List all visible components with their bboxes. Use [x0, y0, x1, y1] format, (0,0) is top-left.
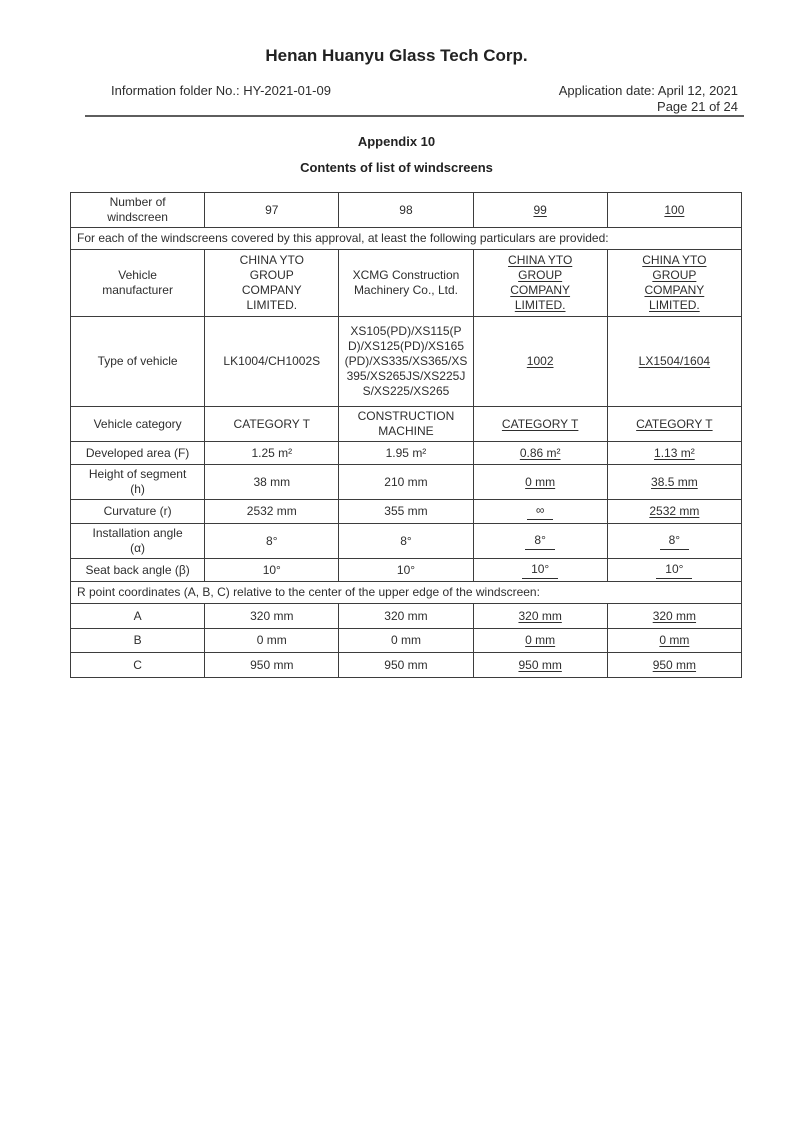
document-subtitle: Contents of list of windscreens — [300, 160, 493, 175]
cell-value — [607, 524, 741, 559]
row-label — [71, 193, 205, 228]
cell-text: 0 mm — [525, 633, 556, 647]
table-row-developed-area — [71, 442, 742, 465]
cell-value — [473, 465, 607, 500]
table-row-rpoint-note — [71, 582, 742, 604]
table-row-vehicle-manufacturer — [71, 250, 742, 317]
cell-value — [473, 604, 607, 629]
cell-windscreen-97: 97 — [205, 193, 339, 228]
cell-value — [473, 500, 607, 524]
cell-text: 950 mm — [518, 657, 562, 672]
cell-value — [473, 442, 607, 465]
cell-value — [607, 653, 741, 678]
table-row-coordinate-b — [71, 629, 742, 653]
info-folder-number: Information folder No.: HY-2021-01-09 — [111, 83, 331, 98]
table-row-installation-angle — [71, 524, 742, 559]
cell-text: 1.13 m² — [654, 445, 695, 460]
cell-text: 0 mm — [525, 474, 556, 489]
cell-value: 0 mm — [205, 629, 339, 653]
cell-value: 8° — [339, 524, 473, 559]
cell-value: 10° — [339, 559, 473, 582]
table-row-type-of-vehicle — [71, 317, 742, 407]
cell-value: 950 mm — [205, 653, 339, 678]
cell-text: CHINA YTO GROUP COMPANY LIMITED. — [642, 253, 707, 312]
document-meta — [0, 83, 793, 114]
row-label-text: Installation angle (α) — [92, 526, 183, 555]
table-row-vehicle-category — [71, 407, 742, 442]
cell-value: 10° — [205, 559, 339, 582]
cell-value — [607, 317, 741, 407]
cell-value: 8° — [205, 524, 339, 559]
table-row-coordinate-c — [71, 653, 742, 678]
cell-text: CATEGORY T — [501, 416, 579, 431]
row-label: Curvature (r) — [71, 500, 205, 524]
row-label-text: Number of windscreen — [107, 195, 168, 224]
cell-text: 2532 mm — [649, 504, 700, 518]
row-label: C — [71, 653, 205, 678]
cell-value: CATEGORY T — [205, 407, 339, 442]
company-title: Henan Huanyu Glass Tech Corp. — [265, 46, 528, 65]
table-row-number-of-windscreen — [71, 193, 742, 228]
cell-value: XCMG Construction Machinery Co., Ltd. — [339, 250, 473, 317]
table-row-height-of-segment — [71, 465, 742, 500]
cell-value: CONSTRUCTION MACHINE — [339, 407, 473, 442]
application-date: Application date: April 12, 2021 — [558, 83, 738, 98]
cell-value: 355 mm — [339, 500, 473, 524]
cell-value: 1.95 m² — [339, 442, 473, 465]
cell-text: CATEGORY T — [636, 416, 713, 431]
row-label: Type of vehicle — [71, 317, 205, 407]
row-label: Developed area (F) — [71, 442, 205, 465]
table-row-seat-back-angle — [71, 559, 742, 582]
appendix-title: Appendix 10 — [357, 134, 436, 149]
cell-value: 210 mm — [339, 465, 473, 500]
cell-value — [607, 500, 741, 524]
cell-value — [473, 559, 607, 582]
cell-value: 0 mm — [339, 629, 473, 653]
cell-text: 8° — [660, 533, 689, 550]
row-label — [71, 524, 205, 559]
cell-value: 950 mm — [339, 653, 473, 678]
cell-text: 0 mm — [659, 633, 690, 647]
cell-value — [473, 524, 607, 559]
cell-value — [607, 250, 741, 317]
cell-windscreen-100 — [607, 193, 741, 228]
cell-value: 1.25 m² — [205, 442, 339, 465]
cell-value — [205, 250, 339, 317]
cell-text: 0.86 m² — [519, 445, 561, 460]
cell-value — [607, 407, 741, 442]
cell-text: 38.5 mm — [651, 474, 698, 489]
row-label — [71, 465, 205, 500]
table-row-coordinate-a — [71, 604, 742, 629]
cell-value — [473, 407, 607, 442]
meta-right-block — [559, 83, 738, 114]
header-divider — [85, 115, 744, 117]
cell-text: 320 mm — [518, 608, 562, 623]
cell-value: 100 — [664, 202, 685, 217]
cell-value: 320 mm — [205, 604, 339, 629]
cell-value — [607, 442, 741, 465]
cell-text: 320 mm — [652, 608, 697, 623]
row-label-text: Height of segment (h) — [88, 467, 187, 496]
cell-value — [607, 629, 741, 653]
cell-text: CHINA YTO GROUP COMPANY LIMITED. — [508, 253, 573, 312]
cell-text: 8° — [525, 533, 554, 550]
row-label: A — [71, 604, 205, 629]
cell-value: XS105(PD)/XS115(PD)/XS125(PD)/XS165(PD)/XS335/XS365/XS395/XS265JS/XS225JS/XS225/XS265 — [339, 317, 473, 407]
cell-value — [473, 317, 607, 407]
page-number: Page 21 of 24 — [657, 99, 738, 114]
row-label: Vehicle category — [71, 407, 205, 442]
cell-value: 38 mm — [205, 465, 339, 500]
cell-windscreen-99 — [473, 193, 607, 228]
rpoint-note: R point coordinates (A, B, C) relative to the center of the upper edge of the windscreen: — [71, 582, 742, 604]
cell-value — [473, 250, 607, 317]
cell-windscreen-98: 98 — [339, 193, 473, 228]
table-row-particulars-note — [71, 228, 742, 250]
cell-value — [607, 604, 741, 629]
cell-value: 99 — [533, 202, 547, 217]
cell-value — [473, 653, 607, 678]
cell-value: 2532 mm — [205, 500, 339, 524]
row-label: Seat back angle (β) — [71, 559, 205, 582]
windscreens-table — [70, 192, 742, 678]
cell-value: 320 mm — [339, 604, 473, 629]
cell-value — [473, 629, 607, 653]
cell-value — [607, 559, 741, 582]
cell-text: LX1504/1604 — [638, 354, 711, 368]
cell-text: 950 mm — [652, 657, 697, 672]
cell-value — [607, 465, 741, 500]
row-label-text: Vehicle manufacturer — [102, 268, 173, 297]
row-label — [71, 250, 205, 317]
cell-value: LK1004/CH1002S — [205, 317, 339, 407]
cell-text: 1002 — [526, 354, 554, 368]
table-row-curvature — [71, 500, 742, 524]
row-label: B — [71, 629, 205, 653]
cell-text: CHINA YTO GROUP COMPANY LIMITED. — [239, 253, 304, 312]
cell-text: 10° — [656, 562, 692, 579]
cell-text: 10° — [522, 562, 558, 579]
particulars-note: For each of the windscreens covered by this approval, at least the following particulars are provided: — [71, 228, 742, 250]
cell-text: ∞ — [527, 503, 554, 520]
